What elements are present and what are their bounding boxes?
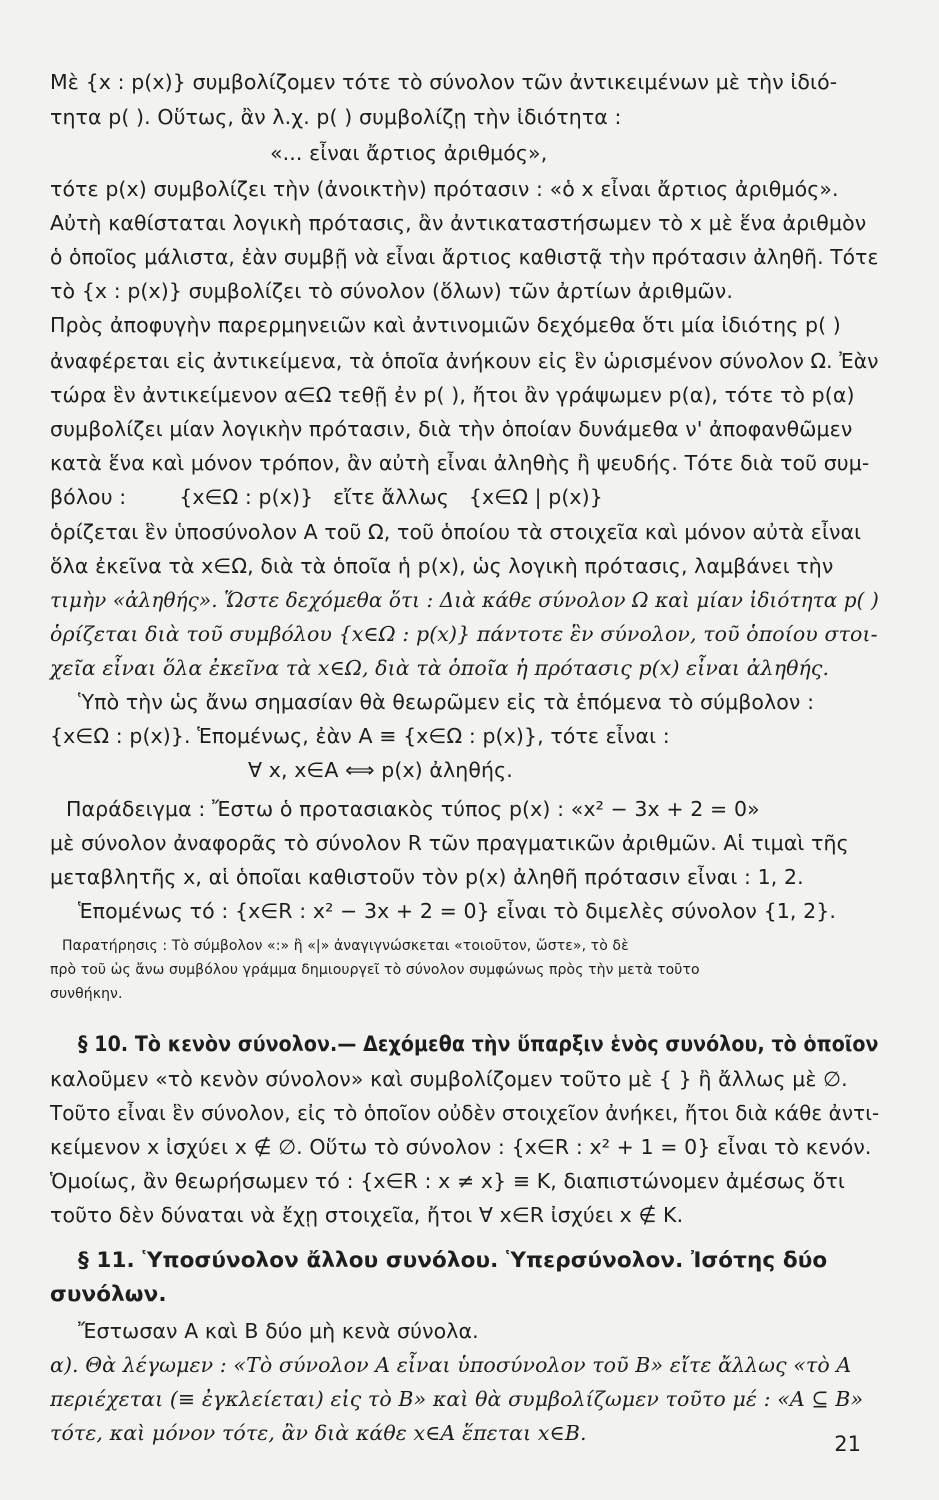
text-line: Ἔστωσαν A καὶ B δύο μὴ κενὰ σύνολα. (78, 1319, 479, 1343)
text-line: Ὑπὸ τὴν ὡς ἄνω σημασίαν θὰ θεωρῶμεν εἰς τὰ ἑπόμενα τὸ σύμβολον : (78, 690, 815, 714)
text-line: ὁρίζεται ἓν ὑποσύνολον A τοῦ Ω, τοῦ ὁποίου τὰ στοιχεῖα καὶ μόνον αὐτὰ εἶναι (50, 520, 862, 544)
text-line: μὲ σύνολον ἀναφορᾶς τὸ σύνολον R τῶν πραγματικῶν ἀριθμῶν. Αἱ τιμαὶ τῆς (50, 831, 849, 855)
text-line: Μὲ {x : p(x)} συμβολίζομεν τότε τὸ σύνολον τῶν ἀντικειμένων μὲ τὴν ἰδιό- (50, 70, 838, 94)
text-line: τὸ {x : p(x)} συμβολίζει τὸ σύνολον (ὅλων) τῶν ἀρτίων ἀριθμῶν. (50, 279, 733, 303)
section-heading: § 11. Ὑποσύνολον ἄλλου συνόλου. Ὑπερσύνολον. Ἰσότης δύο (78, 1248, 828, 1273)
text-line: τότε p(x) συμβολίζει τὴν (ἀνοικτὴν) πρότασιν : «ὁ x εἶναι ἄρτιος ἀριθμός». (50, 177, 839, 201)
text-line: τότε, καὶ μόνον τότε, ἂν διὰ κάθε x∈A ἕπεται x∈B. (50, 1421, 587, 1445)
text-line: Πρὸς ἀποφυγὴν παρερμηνειῶν καὶ ἀντινομιῶν δεχόμεθα ὅτι μία ἰδιότης p( ) (50, 313, 841, 337)
text-line: ὅλα ἐκεῖνα τὰ x∈Ω, διὰ τὰ ὁποῖα ἡ p(x), ὡς λογικὴ πρότασις, λαμβάνει τὴν (50, 554, 834, 578)
text-line: ὁ ὁποῖος μάλιστα, ἐὰν συμβῇ νὰ εἶναι ἄρτιος καθιστᾷ τὴν πρότασιν ἀληθῆ. Τότε (50, 245, 879, 269)
section-heading: συνόλων. (50, 1282, 167, 1307)
text-line: Παράδειγμα : Ἔστω ὁ προτασιακὸς τύπος p(x) : «x² − 3x + 2 = 0» (66, 797, 760, 821)
text-line: κατὰ ἕνα καὶ μόνον τρόπον, ἂν αὐτὴ εἶναι ἀληθὴς ἢ ψευδής. Τότε διὰ τοῦ συμ- (50, 451, 870, 475)
text-line: χεῖα εἶναι ὅλα ἐκεῖνα τὰ x∈Ω, διὰ τὰ ὁποῖα ἡ πρότασις p(x) εἶναι ἀληθής. (50, 656, 830, 680)
text-line: περιέχεται (≡ ἐγκλείεται) εἰς τὸ B» καὶ θὰ συμβολίζωμεν τοῦτο μέ : «A ⊆ B» (50, 1387, 864, 1411)
note-line: Παρατήρησις : Τὸ σύμβολον «:» ἢ «|» ἀναγιγνώσκεται «τοιοῦτον, ὥστε», τὸ δὲ (62, 938, 629, 954)
text-line: κείμενον x ἰσχύει x ∉ ∅. Οὕτω τὸ σύνολον : {x∈R : x² + 1 = 0} εἶναι τὸ κενόν. (50, 1135, 872, 1159)
section-heading: § 10. Τὸ κενὸν σύνολον.— Δεχόμεθα τὴν ὕπαρξιν ἑνὸς συνόλου, τὸ ὁποῖον (78, 1032, 879, 1057)
text-line: ἀναφέρεται εἰς ἀντικείμενα, τὰ ὁποῖα ἀνήκουν εἰς ἓν ὡρισμένον σύνολον Ω. Ἐὰν (50, 349, 879, 373)
text-line: βόλου : {x∈Ω : p(x)} εἴτε ἄλλως {x∈Ω | p(x)} (50, 485, 603, 509)
text-line: καλοῦμεν «τὸ κενὸν σύνολον» καὶ συμβολίζομεν τοῦτο μὲ { } ἢ ἄλλως μὲ ∅. (50, 1067, 848, 1091)
text-line: Ὁμοίως, ἂν θεωρήσωμεν τό : {x∈R : x ≠ x} ≡ K, διαπιστώνομεν ἀμέσως ὅτι (50, 1169, 845, 1193)
text-line: μεταβλητῆς x, αἱ ὁποῖαι καθιστοῦν τὸν p(x) ἀληθῆ πρότασιν εἶναι : 1, 2. (50, 865, 804, 889)
note-line: πρὸ τοῦ ὡς ἄνω συμβόλου γράμμα δημιουργεῖ τὸ σύνολον συμφώνως πρὸς τὴν μετὰ τοῦτο (50, 962, 700, 978)
text-line: τοῦτο δὲν δύναται νὰ ἔχῃ στοιχεῖα, ἤτοι ∀ x∈R ἰσχύει x ∉ K. (50, 1203, 684, 1227)
text-line: τώρα ἓν ἀντικείμενον α∈Ω τεθῇ ἐν p( ), ἤτοι ἂν γράψωμεν p(α), τότε τὸ p(α) (50, 383, 855, 407)
text-line: Ἑπομένως τό : {x∈R : x² − 3x + 2 = 0} εἶναι τὸ διμελὲς σύνολον {1, 2}. (78, 899, 836, 923)
text-line: Αὐτὴ καθίσταται λογικὴ πρότασις, ἂν ἀντικαταστήσωμεν τὸ x μὲ ἕνα ἀριθμὸν (50, 211, 867, 235)
text-line: α). Θὰ λέγωμεν : «Τὸ σύνολον A εἶναι ὑποσύνολον τοῦ B» εἴτε ἄλλως «τὸ A (50, 1353, 852, 1377)
text-line: τιμὴν «ἀληθής». Ὥστε δεχόμεθα ὅτι : Διὰ κάθε σύνολον Ω καὶ μίαν ἰδιότητα p( ) (50, 588, 879, 612)
text-line: Τοῦτο εἶναι ἓν σύνολον, εἰς τὸ ὁποῖον οὐδὲν στοιχεῖον ἀνήκει, ἤτοι διὰ κάθε ἀντι- (50, 1101, 880, 1125)
text-line: συμβολίζει μίαν λογικὴν πρότασιν, διὰ τὴν ὁποίαν δυνάμεθα ν' ἀποφανθῶμεν (50, 417, 853, 441)
text-line: ὁρίζεται διὰ τοῦ συμβόλου {x∈Ω : p(x)} πάντοτε ἓν σύνολον, τοῦ ὁποίου στοι- (50, 622, 878, 646)
note-line: συνθήκην. (50, 986, 123, 1002)
text-line: {x∈Ω : p(x)}. Ἑπομένως, ἐὰν A ≡ {x∈Ω : p(x)}, τότε εἶναι : (50, 724, 670, 748)
text-line: τητα p( ). Οὕτως, ἂν λ.χ. p( ) συμβολίζῃ τὴν ἰδιότητα : (50, 105, 622, 129)
text-line: ∀ x, x∈A ⟺ p(x) ἀληθής. (248, 758, 513, 782)
page-number: 21 (834, 1432, 861, 1456)
text-line: «... εἶναι ἄρτιος ἀριθμός», (270, 141, 548, 165)
